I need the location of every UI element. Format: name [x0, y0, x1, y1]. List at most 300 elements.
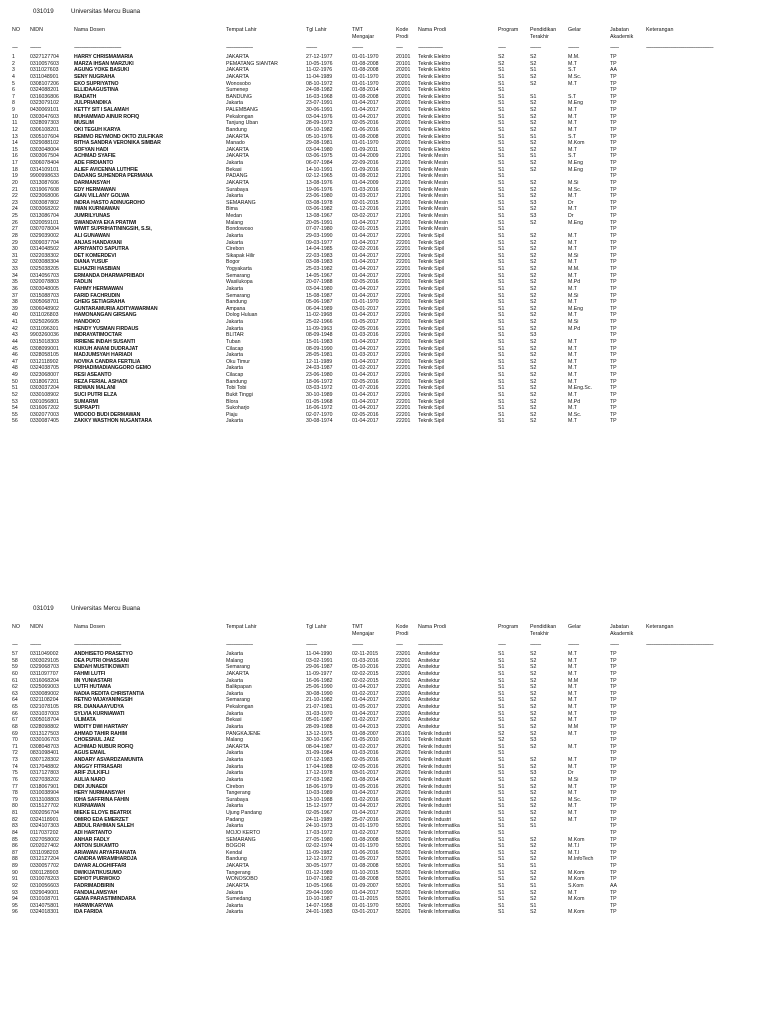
cell-nama-prodi: Teknik Informatika: [418, 896, 460, 903]
cell-jabatan: TP: [610, 126, 617, 133]
cell-no: 45: [12, 345, 18, 352]
cell-no: 95: [12, 902, 18, 909]
cell-nama-prodi: Arsitektur: [418, 684, 440, 691]
cell-tgl-lahir: 05-01-1987: [306, 717, 333, 724]
cell-kode-prodi: 20201: [396, 120, 411, 127]
cell-no: 36: [12, 285, 18, 292]
cell-nama-prodi: Teknik Sipil: [418, 352, 444, 359]
header-underline: [0, 642, 768, 649]
cell-nidn: 0311098203: [30, 849, 59, 856]
cell-kode-prodi: 21201: [396, 179, 411, 186]
cell-tgl-lahir: 29-03-1990: [306, 232, 333, 239]
cell-gelar: M.T: [568, 232, 577, 239]
cell-nama-prodi: Teknik Sipil: [418, 299, 444, 306]
cell-nidn: 0330106703: [30, 737, 59, 744]
cell-jabatan: TP: [610, 385, 617, 392]
table-row: [0, 259, 768, 266]
cell-nama: RIDWAN MALANI: [74, 385, 116, 392]
cell-nidn: 0311049002: [30, 651, 59, 657]
cell-gelar: M.T: [568, 113, 577, 120]
cell-tmt-mengajar: 01-03-2017: [352, 193, 379, 200]
cell-tempat-lahir: Bima: [226, 206, 238, 213]
cell-program: S1: [498, 723, 505, 730]
cell-no: 70: [12, 737, 18, 744]
cell-nama: ANHAR FADLY: [74, 836, 110, 843]
cell-kode-prodi: 20201: [396, 107, 411, 113]
table-row: [0, 823, 768, 830]
cell-program: S1: [498, 876, 505, 883]
cell-no: 93: [12, 889, 18, 896]
cell-tempat-lahir: Sumenep: [226, 87, 249, 94]
cell-tempat-lahir: Balikpapan: [226, 684, 252, 691]
cell-tmt-mengajar: 22-09-2016: [352, 160, 379, 166]
cell-tmt-mengajar: 01-01-1970: [352, 902, 379, 909]
cell-gelar: M.T: [568, 710, 577, 717]
cell-program: S1: [498, 783, 505, 790]
cell-nama: FARID FACHRUDIN: [74, 292, 121, 299]
cell-kode-prodi: 22201: [396, 239, 411, 246]
cell-nama-prodi: Teknik Mesin: [418, 199, 448, 206]
cell-no: 64: [12, 697, 18, 704]
cell-tgl-lahir: 11-02-1968: [306, 312, 333, 319]
table-row: [0, 903, 768, 910]
cell-jabatan: TP: [610, 80, 617, 87]
cell-pendidikan: S2: [530, 657, 537, 664]
cell-no: 60: [12, 670, 18, 677]
cell-tmt-mengajar: 01-01-1970: [352, 299, 379, 306]
cell-jabatan: TP: [610, 292, 617, 299]
cell-tgl-lahir: 02-05-1967: [306, 810, 333, 816]
cell-program: S1: [498, 87, 505, 94]
cell-nama-prodi: Teknik Informatika: [418, 909, 460, 916]
cell-tempat-lahir: Dolog Huluan: [226, 312, 258, 319]
cell-gelar: M.T: [568, 670, 577, 677]
cell-kode-prodi: 22201: [396, 325, 411, 332]
cell-program: S1: [498, 246, 505, 253]
cell-pendidikan: S2: [530, 896, 537, 903]
cell-nama: ALI GUNAWAN: [74, 232, 110, 239]
cell-pendidikan: S2: [530, 60, 537, 67]
cell-nidn: 0327038202: [30, 776, 59, 783]
cell-nama: SUPRAPTI: [74, 405, 100, 412]
cell-nama: GIAN VILLANY GOLWA: [74, 193, 130, 200]
cell-program: S1: [498, 823, 505, 830]
cell-nama-prodi: Teknik Elektro: [418, 140, 451, 147]
cell-nama-prodi: Teknik Informatika: [418, 843, 460, 850]
cell-nidn: 0325069003: [30, 684, 59, 691]
table-row: [0, 100, 768, 107]
cell-nidn: 0310078203: [30, 876, 59, 883]
cell-gelar: M.Sc.: [568, 796, 582, 803]
cell-nama: HARWIKARYWA: [74, 902, 114, 909]
cell-gelar: M.Eng: [568, 160, 583, 166]
cell-tgl-lahir: 30-08-1990: [306, 690, 333, 697]
cell-tgl-lahir: 28-05-1981: [306, 352, 333, 359]
cell-no: 91: [12, 876, 18, 883]
cell-program: S1: [498, 153, 505, 160]
cell-nama-prodi: Teknik Sipil: [418, 239, 444, 246]
cell-gelar: Dr: [568, 199, 574, 206]
cell-nama-prodi: Teknik Mesin: [418, 153, 448, 160]
cell-pendidikan: S1: [530, 882, 537, 889]
cell-tmt-mengajar: 01-08-2014: [352, 87, 379, 94]
cell-kode-prodi: 22201: [396, 246, 411, 253]
cell-program: S1: [498, 186, 505, 193]
cell-nama: INDRA HASTO ADINUGROHO: [74, 199, 145, 206]
cell-jabatan: TP: [610, 219, 617, 226]
cell-pendidikan: S2: [530, 352, 537, 359]
cell-tmt-mengajar: 01-04-2017: [352, 391, 379, 398]
cell-no: 9: [12, 107, 15, 113]
cell-no: 38: [12, 299, 18, 306]
cell-no: 40: [12, 312, 18, 319]
cell-tmt-mengajar: 01-08-2008: [352, 876, 379, 883]
table-row: [0, 392, 768, 399]
cell-pendidikan: S1: [530, 93, 537, 100]
cell-tmt-mengajar: 03-01-2017: [352, 909, 379, 916]
cell-nama-prodi: Teknik Elektro: [418, 100, 451, 107]
cell-tmt-mengajar: 01-01-1970: [352, 73, 379, 80]
cell-gelar: S.Kom: [568, 882, 584, 889]
cell-kode-prodi: 22201: [396, 411, 411, 418]
cell-pendidikan: S2: [530, 783, 537, 790]
cell-nidn: 0313087606: [30, 179, 59, 186]
cell-nama-prodi: Teknik Informatika: [418, 882, 460, 889]
cell-tempat-lahir: JAKARTA: [226, 73, 249, 80]
cell-tgl-lahir: 11-04-1989: [306, 73, 333, 80]
cell-nidn: 0305018704: [30, 717, 59, 724]
cell-pendidikan: S2: [530, 684, 537, 691]
cell-tgl-lahir: 29-06-1987: [306, 664, 333, 671]
table-row: [0, 200, 768, 207]
cell-tgl-lahir: 11-02-1976: [306, 67, 333, 74]
cell-no: 71: [12, 743, 18, 750]
cell-program: S1: [498, 763, 505, 770]
cell-nama-prodi: Teknik Sipil: [418, 259, 444, 266]
cell-kode-prodi: 55201: [396, 856, 411, 863]
cell-program: S1: [498, 704, 505, 710]
cell-pendidikan: S2: [530, 398, 537, 405]
cell-gelar: M.Eng: [568, 100, 583, 107]
cell-pendidikan: S2: [530, 723, 537, 730]
cell-program: S1: [498, 816, 505, 823]
cell-tempat-lahir: Tangerang: [226, 869, 251, 876]
cell-tmt-mengajar: 01-02-2017: [352, 717, 379, 724]
header-nama: Nama Dosen: [74, 624, 105, 630]
cell-nama-prodi: Arsitektur: [418, 670, 440, 677]
dash-tgl: ----------: [306, 642, 317, 648]
cell-program: S1: [498, 651, 505, 657]
cell-kode-prodi: 20201: [396, 80, 411, 87]
cell-jabatan: TP: [610, 272, 617, 279]
cell-nama-prodi: Teknik Sipil: [418, 398, 444, 405]
cell-nidn: 0305068701: [30, 299, 59, 306]
cell-tmt-mengajar: 01-09-2007: [352, 882, 379, 889]
cell-tempat-lahir: Jakarta: [226, 803, 244, 810]
table-row: [0, 352, 768, 359]
table-row: [0, 173, 768, 180]
cell-nama-prodi: Arsitektur: [418, 677, 440, 684]
cell-jabatan: TP: [610, 186, 617, 193]
cell-gelar: M.Eng: [568, 305, 583, 312]
cell-nama-prodi: Teknik Elektro: [418, 54, 451, 60]
cell-nama: DARMANSYAH: [74, 179, 110, 186]
cell-nama: SYLVIA KURNIAWATI: [74, 710, 125, 717]
cell-jabatan: TP: [610, 140, 617, 147]
cell-no: 78: [12, 790, 18, 797]
cell-no: 39: [12, 305, 18, 312]
cell-no: 2: [12, 60, 15, 67]
cell-gelar: M.T: [568, 405, 577, 412]
cell-no: 42: [12, 325, 18, 332]
cell-nama-prodi: Teknik Elektro: [418, 146, 451, 153]
cell-nama-prodi: Teknik Informatika: [418, 863, 460, 869]
cell-nama: FANDIALAMSYAH: [74, 889, 118, 896]
cell-no: 23: [12, 199, 18, 206]
cell-pendidikan: S2: [530, 299, 537, 306]
table-row: [0, 94, 768, 101]
cell-tempat-lahir: Jakarta: [226, 776, 244, 783]
cell-tmt-mengajar: 02-02-2016: [352, 246, 379, 253]
table-row: [0, 306, 768, 313]
table-row: [0, 711, 768, 718]
cell-tmt-mengajar: 01-04-2017: [352, 697, 379, 704]
table-row: [0, 206, 768, 213]
cell-nama-prodi: Teknik Sipil: [418, 391, 444, 398]
cell-tgl-lahir: 27-05-1980: [306, 836, 333, 843]
cell-no: 12: [12, 126, 18, 133]
cell-nama-prodi: Teknik Industri: [418, 776, 452, 783]
cell-pendidikan: S2: [530, 889, 537, 896]
cell-jabatan: TP: [610, 697, 617, 704]
cell-program: S1: [498, 358, 505, 365]
cell-nama: IRRIENE INDAH SUSANTI: [74, 338, 136, 345]
cell-nama-prodi: Teknik Mesin: [418, 166, 448, 173]
cell-program: S1: [498, 140, 505, 147]
cell-nama: ARIF ZULKIFLI: [74, 770, 110, 777]
cell-tempat-lahir: Jakarta: [226, 770, 244, 777]
cell-nidn: 0319067608: [30, 186, 59, 193]
header-program: Program: [498, 624, 519, 630]
cell-jabatan: TP: [610, 199, 617, 206]
institution-name: Universitas Mercu Buana: [71, 605, 141, 612]
cell-tempat-lahir: Jakarta: [226, 677, 244, 684]
cell-nama-prodi: Teknik Mesin: [418, 206, 448, 213]
cell-kode-prodi: 26101: [396, 737, 411, 744]
cell-pendidikan: S2: [530, 843, 537, 850]
cell-program: S1: [498, 372, 505, 378]
cell-pendidikan: S2: [530, 73, 537, 80]
cell-jabatan: TP: [610, 352, 617, 359]
cell-nama-prodi: Teknik Industri: [418, 750, 452, 757]
cell-gelar: M.Si: [568, 179, 579, 186]
cell-tempat-lahir: Malang: [226, 737, 244, 744]
cell-gelar: M.Kom: [568, 876, 585, 883]
cell-tgl-lahir: 02-02-1974: [306, 843, 333, 850]
cell-nidn: 0117037202: [30, 829, 59, 836]
cell-nama-prodi: Teknik Elektro: [418, 93, 451, 100]
cell-program: S1: [498, 690, 505, 697]
cell-tgl-lahir: 23-06-1980: [306, 372, 333, 378]
cell-nama: SUCI PUTRI ELZA: [74, 391, 117, 398]
cell-tgl-lahir: 25-06-1990: [306, 684, 333, 691]
cell-pendidikan: S2: [530, 876, 537, 883]
table-row: [0, 890, 768, 897]
cell-nama: GEMA PARASTIMINDARA: [74, 896, 136, 903]
cell-tgl-lahir: 06-10-1982: [306, 126, 333, 133]
cell-nidn: 0323068007: [30, 372, 59, 378]
cell-nama: SENY NUGRAHA: [74, 73, 115, 80]
cell-tgl-lahir: 02-12-1965: [306, 173, 333, 180]
cell-kode-prodi: 22201: [396, 259, 411, 266]
cell-tmt-mengajar: 01-04-2009: [352, 179, 379, 186]
cell-tgl-lahir: 10-05-1966: [306, 882, 333, 889]
cell-tmt-mengajar: 01-06-2016: [352, 849, 379, 856]
cell-tgl-lahir: 13-12-1975: [306, 730, 333, 737]
cell-nama-prodi: Teknik Elektro: [418, 60, 451, 67]
cell-no: 51: [12, 385, 18, 392]
cell-program: S1: [498, 338, 505, 345]
cell-nidn: 0301128903: [30, 869, 59, 876]
cell-gelar: M.T.I: [568, 849, 580, 856]
cell-kode-prodi: 22201: [396, 285, 411, 292]
cell-tempat-lahir: Bandung: [226, 856, 247, 863]
table-row: [0, 757, 768, 764]
cell-no: 54: [12, 405, 18, 412]
table-row: [0, 299, 768, 306]
cell-tgl-lahir: 24-01-1983: [306, 909, 333, 916]
cell-no: 75: [12, 770, 18, 777]
cell-nama-prodi: Teknik Mesin: [418, 213, 448, 219]
cell-nama-prodi: Teknik Mesin: [418, 226, 448, 233]
cell-nama: ENDAH MUSTIKOWATI: [74, 664, 129, 671]
cell-nama: MUSLIM: [74, 120, 94, 127]
cell-nama-prodi: Teknik Elektro: [418, 73, 451, 80]
cell-tgl-lahir: 16-06-1982: [306, 677, 333, 684]
cell-tempat-lahir: Cilacap: [226, 345, 244, 352]
cell-tmt-mengajar: 01-04-2017: [352, 252, 379, 259]
table-row: [0, 731, 768, 738]
cell-nama-prodi: Teknik Industri: [418, 783, 452, 790]
cell-tgl-lahir: 03-02-1991: [306, 657, 333, 664]
header-gelar: Gelar: [568, 624, 581, 630]
cell-no: 19: [12, 173, 18, 180]
cell-nidn: 0316068204: [30, 677, 59, 684]
cell-tmt-mengajar: 01-04-2017: [352, 219, 379, 226]
cell-nama: SOFYAN HADI: [74, 146, 109, 153]
cell-gelar: S.T: [568, 133, 577, 140]
cell-nama: IWAN KURNIAWAN: [74, 206, 120, 213]
institution-code: 031019: [33, 8, 54, 15]
header-keterangan: Keterangan: [646, 27, 674, 33]
cell-kode-prodi: 22201: [396, 266, 411, 272]
cell-kode-prodi: 22201: [396, 299, 411, 306]
table-row: [0, 67, 768, 74]
cell-tempat-lahir: Yogyakarta: [226, 266, 252, 272]
cell-kode-prodi: 26201: [396, 796, 411, 803]
cell-gelar: M.Si: [568, 319, 579, 325]
cell-tmt-mengajar: 02-05-2016: [352, 378, 379, 385]
dash-tgl: ----------: [306, 45, 317, 51]
cell-tgl-lahir: 01-05-1968: [306, 398, 333, 405]
cell-no: 7: [12, 93, 15, 100]
cell-no: 5: [12, 80, 15, 87]
cell-pendidikan: S2: [530, 54, 537, 60]
cell-nama: EKO SUPRIYATNO: [74, 80, 119, 87]
cell-nidn: 0314075801: [30, 902, 59, 909]
cell-nama: NOVIKA CANDRA FERTILIA: [74, 358, 141, 365]
cell-jabatan: TP: [610, 876, 617, 883]
cell-nidn: 0331037003: [30, 710, 59, 717]
cell-tempat-lahir: Tanjung Uban: [226, 120, 259, 127]
cell-tempat-lahir: Bandung: [226, 126, 247, 133]
cell-tgl-lahir: 25-03-1982: [306, 266, 333, 272]
cell-tmt-mengajar: 01-04-2017: [352, 285, 379, 292]
cell-jabatan: TP: [610, 405, 617, 412]
cell-program: S1: [498, 146, 505, 153]
cell-nidn: 0330089002: [30, 690, 59, 697]
cell-gelar: M.T: [568, 889, 577, 896]
cell-nidn: 0310056603: [30, 882, 59, 889]
cell-no: 24: [12, 206, 18, 213]
cell-tmt-mengajar: 01-03-2016: [352, 750, 379, 757]
cell-nama: KUKUH ANANI DUDRAJAT: [74, 345, 138, 352]
cell-nama: ULIMATA: [74, 717, 96, 724]
cell-tgl-lahir: 07-12-1983: [306, 757, 333, 763]
cell-kode-prodi: 20201: [396, 140, 411, 147]
cell-tgl-lahir: 03-06-1982: [306, 206, 333, 213]
cell-pendidikan: S2: [530, 411, 537, 418]
table-row: [0, 651, 768, 658]
cell-kode-prodi: 21201: [396, 226, 411, 233]
cell-gelar: M.T: [568, 299, 577, 306]
cell-no: 35: [12, 279, 18, 286]
cell-no: 96: [12, 909, 18, 916]
cell-tmt-mengajar: 01-04-2017: [352, 418, 379, 425]
cell-jabatan: TP: [610, 338, 617, 345]
cell-nama: ELLIDAAGUSTINA: [74, 87, 119, 94]
cell-program: S1: [498, 717, 505, 724]
cell-nama-prodi: Teknik Mesin: [418, 179, 448, 186]
cell-nama: WIDODO BUDI DERMAWAN: [74, 411, 141, 418]
table-row: [0, 399, 768, 406]
dash-prodi: -----------------------: [418, 642, 443, 648]
dash-prodi: -----------------------: [418, 45, 443, 51]
cell-tmt-mengajar: 01-04-2009: [352, 153, 379, 160]
table-row: [0, 704, 768, 711]
cell-nama-prodi: Arsitektur: [418, 710, 440, 717]
cell-tempat-lahir: Cirebon: [226, 246, 245, 253]
cell-tempat-lahir: Jakarta: [226, 757, 244, 763]
cell-tmt-mengajar: 02-01-2015: [352, 226, 379, 233]
cell-nama-prodi: Teknik Mesin: [418, 173, 448, 180]
cell-nama: IDA FARIDA: [74, 909, 103, 916]
cell-nama-prodi: Teknik Industri: [418, 743, 452, 750]
dash-pendidikan: ----------: [530, 45, 541, 51]
cell-tmt-mengajar: 01-05-2017: [352, 319, 379, 325]
cell-tgl-lahir: 24-08-1982: [306, 87, 333, 94]
cell-tmt-mengajar: 01-04-2017: [352, 239, 379, 246]
cell-jabatan: TP: [610, 829, 617, 836]
cell-no: 65: [12, 704, 18, 710]
table-row: [0, 153, 768, 160]
cell-kode-prodi: 22201: [396, 319, 411, 325]
cell-no: 59: [12, 664, 18, 671]
cell-kode-prodi: 26201: [396, 770, 411, 777]
cell-nama-prodi: Teknik Sipil: [418, 285, 444, 292]
cell-no: 55: [12, 411, 18, 418]
cell-tmt-mengajar: 01-12-2016: [352, 206, 379, 213]
